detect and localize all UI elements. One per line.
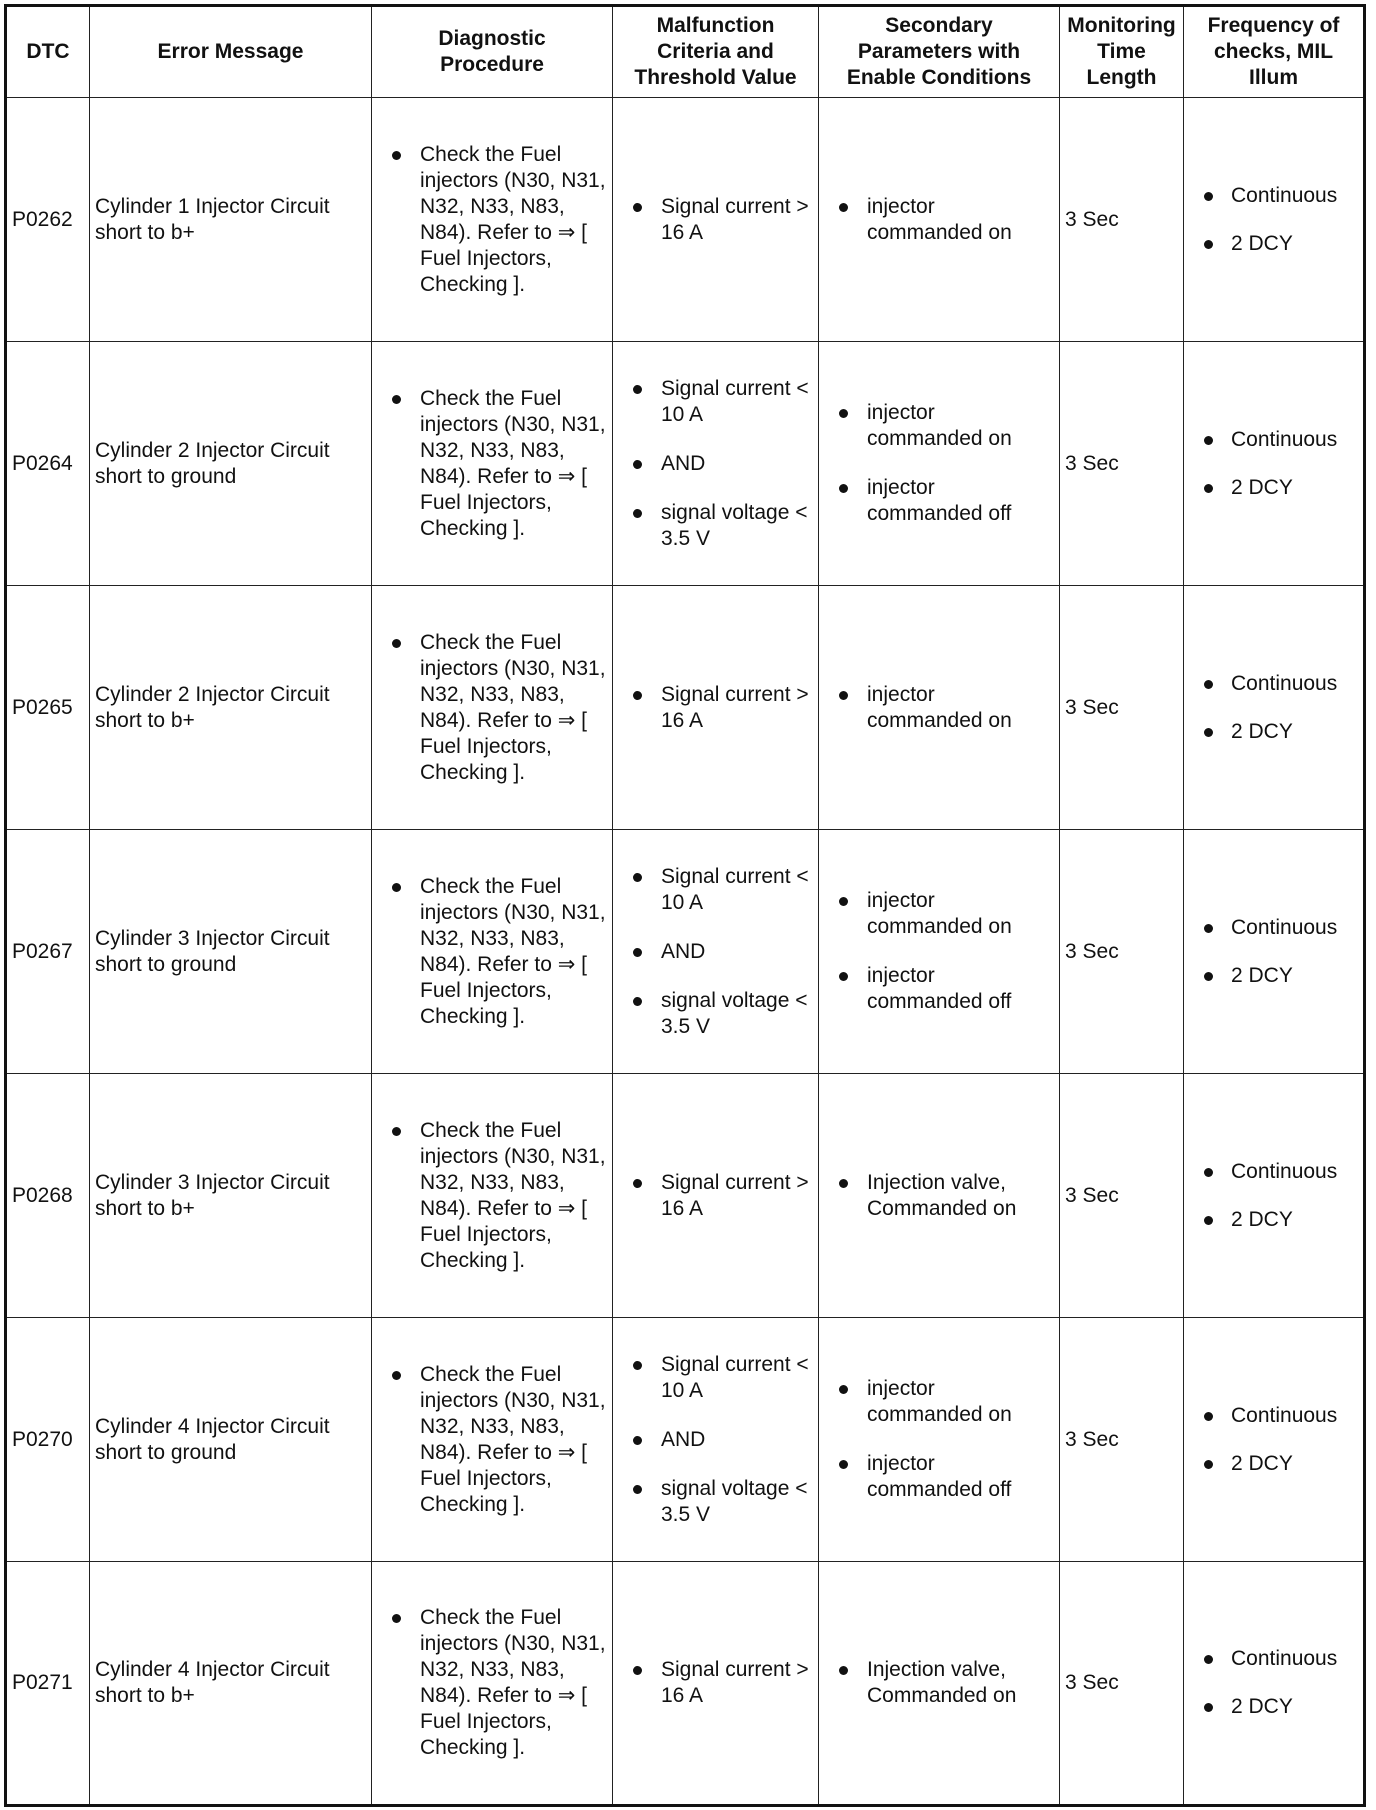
criteria-item: AND (618, 939, 813, 965)
secondary-item-list (824, 400, 1054, 527)
frequency-cell (1184, 586, 1365, 830)
diagnostic-procedure-cell (372, 1562, 613, 1806)
frequency-item: 2 DCY (1189, 231, 1358, 257)
criteria-item-list (618, 194, 813, 246)
diagnostic-procedure-list (377, 630, 607, 786)
secondary-item: injector commanded off (824, 1451, 1054, 1503)
header-frequency: Frequency of checks, MIL Illum (1184, 6, 1365, 98)
frequency-item-list (1189, 915, 1358, 989)
monitoring-time: 3 Sec (1060, 830, 1184, 1074)
secondary-parameters-cell (819, 830, 1060, 1074)
criteria-item: Signal current < 10 A (618, 864, 813, 916)
error-message: Cylinder 2 Injector Circuit short to b+ (90, 586, 372, 830)
diagnostic-procedure: Check the Fuel injectors (N30, N31, N32, N33, N83, N84). Refer to ⇒ [ Fuel Injectors, Checking ]. (377, 386, 607, 542)
frequency-item: Continuous (1189, 671, 1358, 697)
header-monitoring-time: Monitoring Time Length (1060, 6, 1184, 98)
frequency-cell (1184, 1562, 1365, 1806)
dtc-code: P0264 (6, 342, 90, 586)
diagnostic-procedure: Check the Fuel injectors (N30, N31, N32, N33, N83, N84). Refer to ⇒ [ Fuel Injectors, Checking ]. (377, 1118, 607, 1274)
table-row (6, 342, 1365, 586)
criteria-item: signal voltage < 3.5 V (618, 1476, 813, 1528)
table-row (6, 98, 1365, 342)
criteria-item: Signal current < 10 A (618, 376, 813, 428)
diagnostic-procedure: Check the Fuel injectors (N30, N31, N32, N33, N83, N84). Refer to ⇒ [ Fuel Injectors, Checking ]. (377, 1605, 607, 1761)
error-message: Cylinder 3 Injector Circuit short to ground (90, 830, 372, 1074)
error-message: Cylinder 4 Injector Circuit short to b+ (90, 1562, 372, 1806)
error-message: Cylinder 2 Injector Circuit short to ground (90, 342, 372, 586)
dtc-code: P0270 (6, 1318, 90, 1562)
frequency-item: Continuous (1189, 1646, 1358, 1672)
header-malfunction-criteria: Malfunction Criteria and Threshold Value (613, 6, 819, 98)
diagnostic-procedure: Check the Fuel injectors (N30, N31, N32, N33, N83, N84). Refer to ⇒ [ Fuel Injectors, Checking ]. (377, 630, 607, 786)
secondary-parameters-cell (819, 1074, 1060, 1318)
frequency-item-list (1189, 1159, 1358, 1233)
criteria-item-list (618, 1657, 813, 1709)
error-message: Cylinder 3 Injector Circuit short to b+ (90, 1074, 372, 1318)
secondary-parameters-cell (819, 1318, 1060, 1562)
frequency-item: Continuous (1189, 1159, 1358, 1185)
dtc-code: P0267 (6, 830, 90, 1074)
secondary-item: injector commanded on (824, 682, 1054, 734)
frequency-item: Continuous (1189, 915, 1358, 941)
criteria-item-list (618, 376, 813, 552)
criteria-item: signal voltage < 3.5 V (618, 500, 813, 552)
frequency-item: 2 DCY (1189, 475, 1358, 501)
secondary-item-list (824, 1376, 1054, 1503)
malfunction-criteria-cell (613, 1074, 819, 1318)
table-body (6, 98, 1365, 1806)
secondary-item-list (824, 1170, 1054, 1222)
table-row (6, 830, 1365, 1074)
criteria-item: Signal current > 16 A (618, 194, 813, 246)
header-row (6, 6, 1365, 98)
malfunction-criteria-cell (613, 1318, 819, 1562)
diagnostic-procedure-cell (372, 830, 613, 1074)
frequency-cell (1184, 98, 1365, 342)
diagnostic-procedure-list (377, 1605, 607, 1761)
frequency-item: Continuous (1189, 183, 1358, 209)
header-secondary-parameters: Secondary Parameters with Enable Conditions (819, 6, 1060, 98)
dtc-code: P0271 (6, 1562, 90, 1806)
error-message: Cylinder 1 Injector Circuit short to b+ (90, 98, 372, 342)
table-row (6, 1074, 1365, 1318)
frequency-item: 2 DCY (1189, 1694, 1358, 1720)
criteria-item-list (618, 1170, 813, 1222)
diagnostic-procedure-cell (372, 342, 613, 586)
frequency-cell (1184, 1318, 1365, 1562)
table-row (6, 1318, 1365, 1562)
diagnostic-procedure-cell (372, 586, 613, 830)
dtc-code: P0268 (6, 1074, 90, 1318)
criteria-item: Signal current < 10 A (618, 1352, 813, 1404)
secondary-item: injector commanded on (824, 1376, 1054, 1428)
secondary-parameters-cell (819, 1562, 1060, 1806)
frequency-item-list (1189, 1403, 1358, 1477)
frequency-item: 2 DCY (1189, 719, 1358, 745)
diagnostic-procedure-list (377, 1118, 607, 1274)
secondary-item: injector commanded on (824, 888, 1054, 940)
criteria-item: signal voltage < 3.5 V (618, 988, 813, 1040)
criteria-item: Signal current > 16 A (618, 1657, 813, 1709)
frequency-item-list (1189, 183, 1358, 257)
table-row (6, 586, 1365, 830)
secondary-item-list (824, 888, 1054, 1015)
criteria-item-list (618, 864, 813, 1040)
monitoring-time: 3 Sec (1060, 586, 1184, 830)
secondary-item-list (824, 1657, 1054, 1709)
secondary-item: injector commanded off (824, 475, 1054, 527)
secondary-item: injector commanded on (824, 194, 1054, 246)
diagnostic-procedure: Check the Fuel injectors (N30, N31, N32, N33, N83, N84). Refer to ⇒ [ Fuel Injectors, Checking ]. (377, 874, 607, 1030)
diagnostic-procedure-list (377, 386, 607, 542)
header-error-message: Error Message (90, 6, 372, 98)
criteria-item: AND (618, 451, 813, 477)
secondary-item: injector commanded on (824, 400, 1054, 452)
frequency-item-list (1189, 1646, 1358, 1720)
monitoring-time: 3 Sec (1060, 1074, 1184, 1318)
secondary-item: Injection valve, Commanded on (824, 1657, 1054, 1709)
secondary-item-list (824, 194, 1054, 246)
criteria-item: Signal current > 16 A (618, 1170, 813, 1222)
diagnostic-procedure-list (377, 142, 607, 298)
frequency-cell (1184, 342, 1365, 586)
frequency-cell (1184, 1074, 1365, 1318)
diagnostic-procedure-list (377, 874, 607, 1030)
diagnostic-procedure-cell (372, 1318, 613, 1562)
frequency-item-list (1189, 671, 1358, 745)
malfunction-criteria-cell (613, 342, 819, 586)
secondary-parameters-cell (819, 342, 1060, 586)
table-header (6, 6, 1365, 98)
dtc-table (4, 4, 1366, 1807)
dtc-code: P0262 (6, 98, 90, 342)
table-row (6, 1562, 1365, 1806)
diagnostic-procedure: Check the Fuel injectors (N30, N31, N32, N33, N83, N84). Refer to ⇒ [ Fuel Injectors, Checking ]. (377, 142, 607, 298)
frequency-item: Continuous (1189, 427, 1358, 453)
malfunction-criteria-cell (613, 830, 819, 1074)
secondary-item: injector commanded off (824, 963, 1054, 1015)
criteria-item-list (618, 1352, 813, 1528)
monitoring-time: 3 Sec (1060, 1318, 1184, 1562)
frequency-item: 2 DCY (1189, 1207, 1358, 1233)
criteria-item-list (618, 682, 813, 734)
secondary-item: Injection valve, Commanded on (824, 1170, 1054, 1222)
malfunction-criteria-cell (613, 586, 819, 830)
dtc-code: P0265 (6, 586, 90, 830)
malfunction-criteria-cell (613, 98, 819, 342)
criteria-item: AND (618, 1427, 813, 1453)
header-dtc: DTC (6, 6, 90, 98)
frequency-item: 2 DCY (1189, 1451, 1358, 1477)
secondary-parameters-cell (819, 98, 1060, 342)
monitoring-time: 3 Sec (1060, 342, 1184, 586)
frequency-cell (1184, 830, 1365, 1074)
diagnostic-procedure-list (377, 1362, 607, 1518)
frequency-item-list (1189, 427, 1358, 501)
monitoring-time: 3 Sec (1060, 1562, 1184, 1806)
secondary-parameters-cell (819, 586, 1060, 830)
diagnostic-procedure: Check the Fuel injectors (N30, N31, N32, N33, N83, N84). Refer to ⇒ [ Fuel Injectors, Checking ]. (377, 1362, 607, 1518)
diagnostic-procedure-cell (372, 1074, 613, 1318)
diagnostic-procedure-cell (372, 98, 613, 342)
secondary-item-list (824, 682, 1054, 734)
criteria-item: Signal current > 16 A (618, 682, 813, 734)
header-diagnostic-procedure: Diagnostic Procedure (372, 6, 613, 98)
frequency-item: 2 DCY (1189, 963, 1358, 989)
malfunction-criteria-cell (613, 1562, 819, 1806)
frequency-item: Continuous (1189, 1403, 1358, 1429)
error-message: Cylinder 4 Injector Circuit short to ground (90, 1318, 372, 1562)
monitoring-time: 3 Sec (1060, 98, 1184, 342)
